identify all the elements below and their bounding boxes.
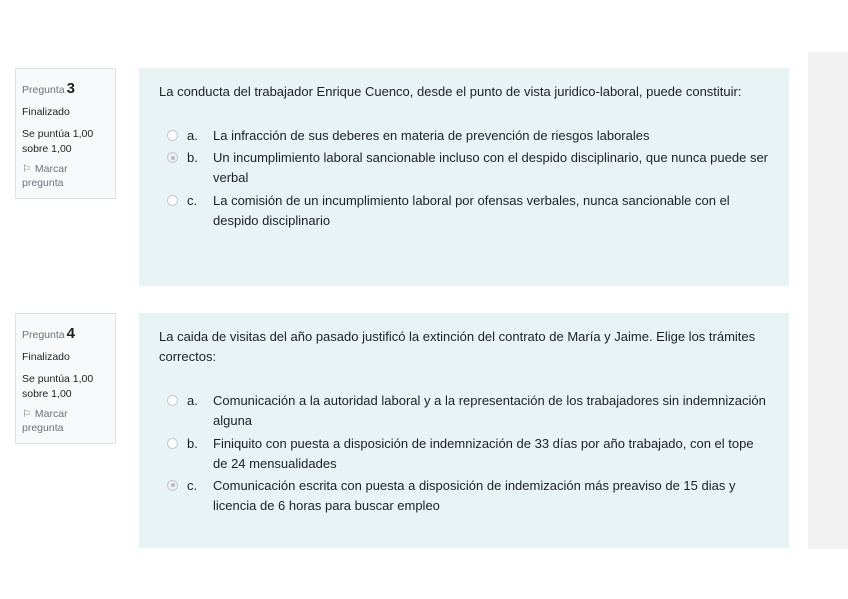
answer-text: Comunicación a la autoridad laboral y a la representación de los trabajadores sin indemnización alguna (213, 393, 766, 429)
answer-text: Comunicación escrita con puesta a disposición de indemización más preaviso de 15 dias y licencia de 6 horas para buscar empleo (213, 477, 736, 513)
radio-button-selected[interactable] (167, 152, 178, 163)
flag-icon: ⚐ (22, 408, 31, 420)
question-number: Pregunta 3 (22, 80, 75, 97)
flag-icon: ⚐ (22, 163, 31, 175)
question-grade: Se puntúa 1,00 sobre 1,00 (22, 128, 94, 155)
answer-option-b[interactable]: b. Un incumplimiento laboral sancionable incluso con el despido disciplinario, que nunca puede ser verbal (159, 148, 769, 188)
answer-text: Finiquito con puesta a disposición de indemnización de 33 días por año trabajado, con el tope de 24 mensualidades (213, 435, 754, 471)
answer-text: La infracción de sus deberes en materia de prevención de riesgos laborales (213, 128, 650, 144)
radio-button[interactable] (167, 130, 178, 141)
question-info-3 (15, 68, 116, 199)
question-number: Pregunta 4 (22, 325, 75, 342)
answer-option-a[interactable]: a. Comunicación a la autoridad laboral y a la representación de los trabajadores sin indemnización alguna (159, 391, 769, 431)
radio-button-selected[interactable] (167, 480, 178, 491)
question-grade: Se puntúa 1,00 sobre 1,00 (22, 373, 94, 400)
question-info-4 (15, 313, 116, 444)
radio-button[interactable] (167, 438, 178, 449)
question-content-3 (139, 68, 789, 286)
radio-button[interactable] (167, 395, 178, 406)
answer-text: Un incumplimiento laboral sancionable incluso con el despido disciplinario, que nunca puede ser verbal (213, 150, 769, 186)
question-text: La conducta del trabajador Enrique Cuenco, desde el punto de vista juridico-laboral, puede constituir: (159, 84, 742, 99)
question-state: Finalizado (22, 351, 70, 364)
answer-option-b[interactable]: b. Finiquito con puesta a disposición de indemnización de 33 días por año trabajado, con el tope de 24 mensualidades (159, 434, 769, 474)
question-content-4 (139, 313, 789, 548)
flag-question-link[interactable]: ⚐ Marcar pregunta (22, 407, 68, 435)
question-state: Finalizado (22, 106, 70, 119)
answer-text: La comisión de un incumplimiento laboral por ofensas verbales, nunca sancionable con el despido disciplinario (213, 192, 730, 228)
answer-option-a[interactable]: a. La infracción de sus deberes en materia de prevención de riesgos laborales (159, 126, 769, 146)
flag-question-link[interactable]: ⚐ Marcar pregunta (22, 162, 68, 190)
answer-option-c[interactable]: c. La comisión de un incumplimiento laboral por ofensas verbales, nunca sancionable con el despido disciplinario (159, 191, 769, 231)
radio-button[interactable] (167, 195, 178, 206)
answer-option-c[interactable]: c. Comunicación escrita con puesta a disposición de indemización más preaviso de 15 dias y licencia de 6 horas para buscar empleo (159, 476, 769, 516)
right-side-panel (808, 52, 848, 549)
question-text: La caida de visitas del año pasado justificó la extinción del contrato de María y Jaime. Elige los trámites correctos: (159, 329, 756, 365)
